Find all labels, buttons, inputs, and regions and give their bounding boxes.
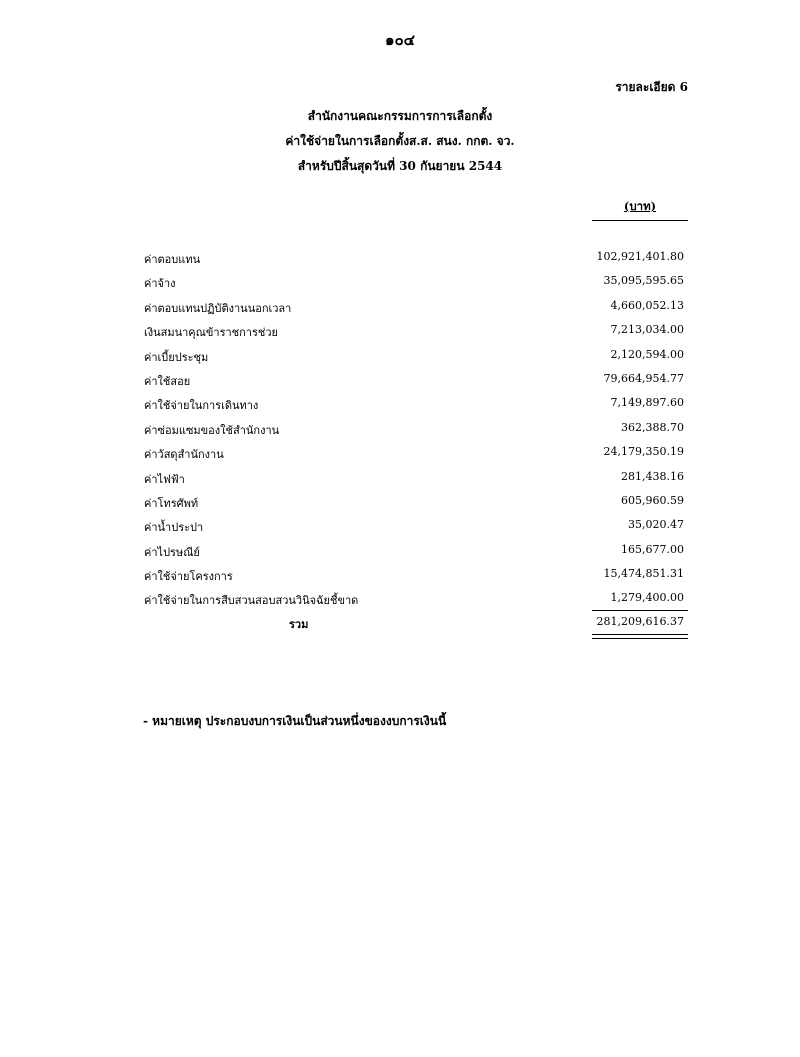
row-label: ค่าซ่อมแซมของใช้สำนักงาน [144, 423, 280, 437]
row-label: เงินสมนาคุณข้าราชการช่วย [144, 326, 278, 340]
row-label: ค่าใช้จ่ายในการเดินทาง [144, 399, 259, 413]
table-row [144, 246, 688, 270]
row-label: ค่าจ้าง [144, 277, 176, 291]
row-label: ค่าไฟฟ้า [144, 472, 185, 486]
total-row [144, 611, 688, 633]
table-row [144, 270, 688, 294]
detail-reference: รายละเอียด 6 [615, 80, 688, 94]
table-row [144, 466, 688, 490]
heading-title: ค่าใช้จ่ายในการเลือกตั้งส.ส. สนง. กกต. จว. [285, 134, 515, 148]
row-amount: 4,660,052.13 [610, 298, 684, 312]
row-label: ค่าวัสดุสำนักงาน [144, 448, 224, 462]
row-label: ค่าใช้จ่ายในการสืบสวนสอบสวนวินิจฉัยชี้ขาด [144, 594, 359, 608]
row-amount: 35,095,595.65 [603, 274, 684, 288]
total-label: รวม [289, 618, 309, 631]
heading-period: สำหรับปีสิ้นสุดวันที่ 30 กันยายน 2544 [297, 159, 503, 173]
table-row [144, 563, 688, 587]
table-row [144, 295, 688, 319]
table-row [144, 539, 688, 563]
table-row [144, 490, 688, 514]
row-amount: 7,149,897.60 [610, 396, 684, 410]
row-amount: 2,120,594.00 [610, 347, 684, 361]
table-row [144, 417, 688, 441]
document-heading [0, 104, 800, 179]
table-row [144, 344, 688, 368]
expense-table [144, 246, 688, 612]
row-amount: 79,664,954.77 [603, 371, 684, 385]
row-label: ค่าใช้สอย [144, 374, 191, 388]
row-label: ค่าเบี้ยประชุม [144, 350, 209, 364]
row-amount: 165,677.00 [621, 542, 684, 556]
footnote: - หมายเหตุ ประกอบงบการเงินเป็นส่วนหนึ่งของงบการเงินนี้ [143, 714, 447, 728]
table-row [144, 441, 688, 465]
page-number: ๑๐๔ [384, 31, 416, 49]
row-amount: 7,213,034.00 [610, 323, 684, 337]
row-amount: 24,179,350.19 [603, 445, 684, 459]
row-label: ค่าใช้จ่ายโครงการ [144, 570, 233, 584]
row-amount: 102,921,401.80 [596, 250, 684, 263]
row-label: ค่าตอบแทน [144, 253, 201, 266]
table-row [144, 319, 688, 343]
row-amount: 281,438.16 [621, 469, 684, 483]
row-label: ค่าน้ำประปา [144, 521, 204, 535]
heading-organization: สำนักงานคณะกรรมการการเลือกตั้ง [307, 109, 493, 123]
table-row [144, 514, 688, 538]
row-amount: 1,279,400.00 [610, 591, 684, 605]
row-amount: 362,388.70 [621, 420, 684, 434]
row-label: ค่าโทรศัพท์ [144, 496, 199, 510]
row-amount: 35,020.47 [628, 518, 684, 532]
unit-header: (บาท) [592, 198, 688, 221]
table-row [144, 587, 688, 611]
total-double-rule [592, 634, 688, 639]
table-row [144, 392, 688, 416]
row-label: ค่าตอบแทนปฏิบัติงานนอกเวลา [144, 301, 292, 315]
total-amount: 281,209,616.37 [596, 615, 684, 628]
row-amount: 605,960.59 [621, 493, 684, 507]
row-label: ค่าไปรษณีย์ [144, 545, 200, 559]
row-amount: 15,474,851.31 [603, 567, 684, 581]
table-row [144, 368, 688, 392]
